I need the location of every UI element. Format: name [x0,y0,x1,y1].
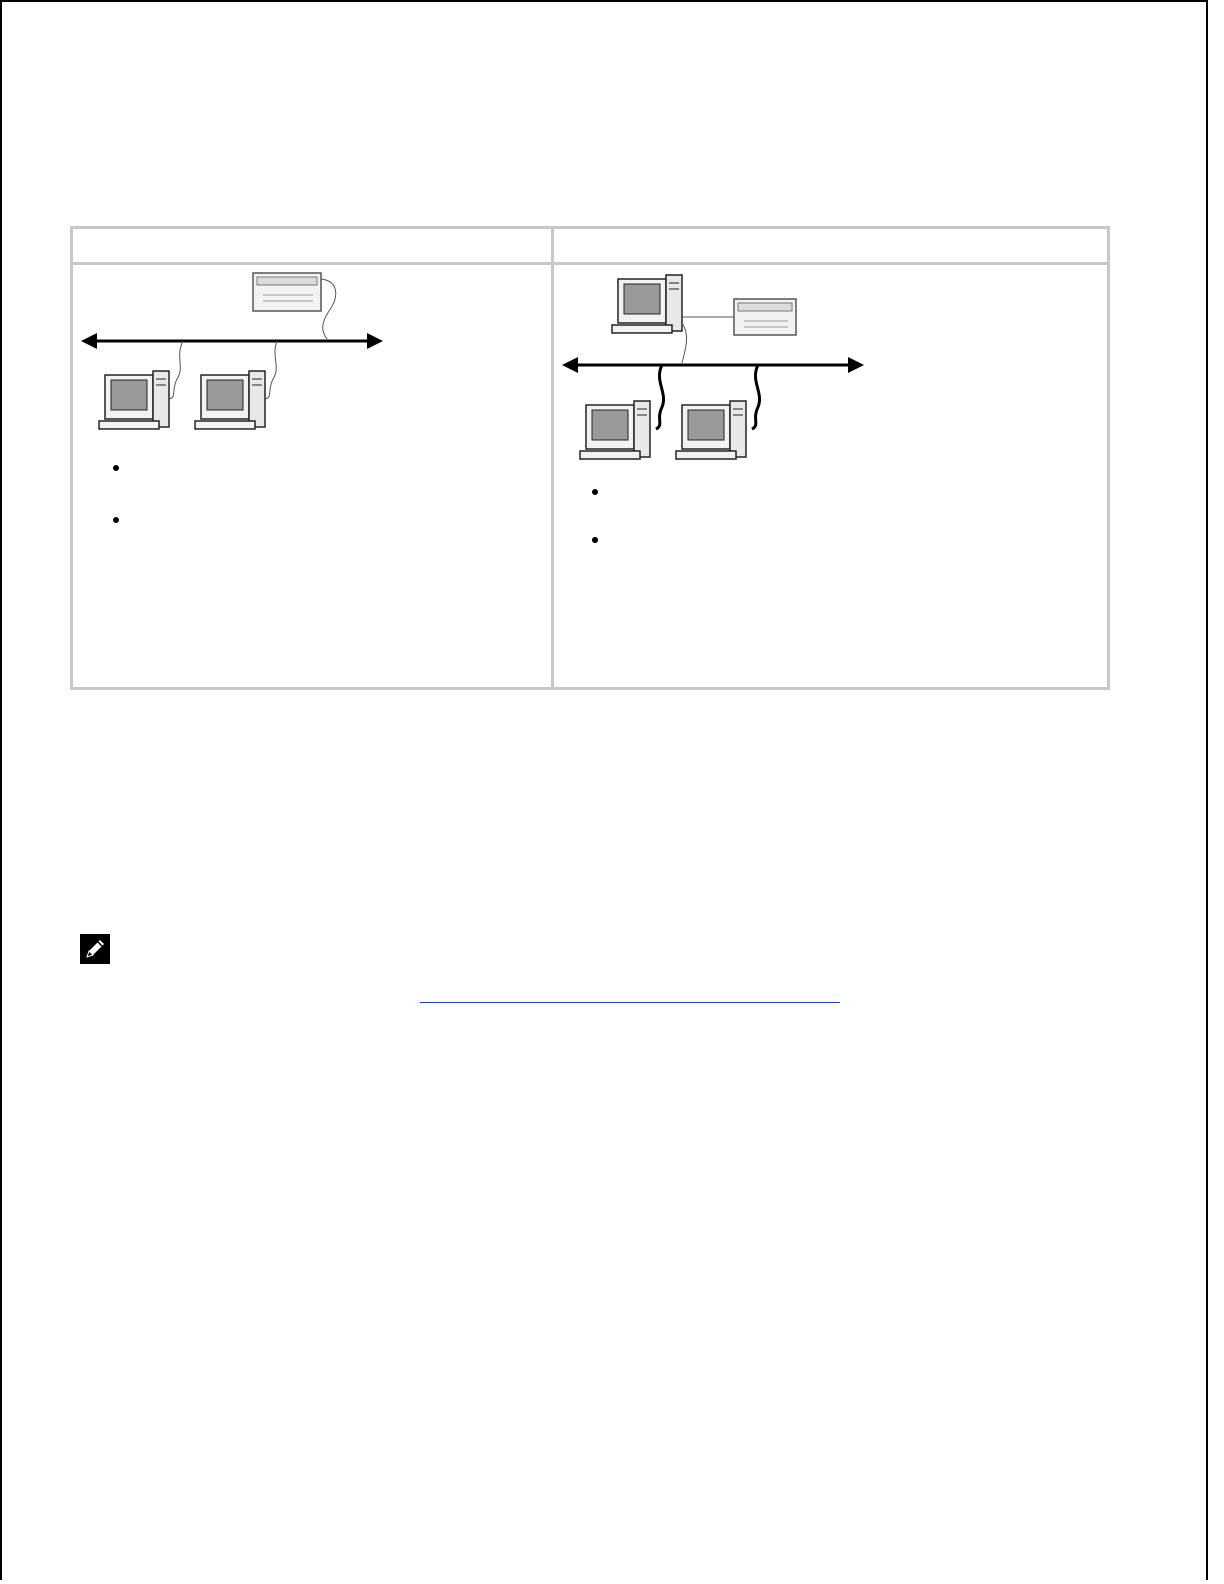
header-cell-left [73,229,551,262]
header-cell-right [554,229,1107,262]
computer-icon [99,371,169,429]
bullet-icon [113,517,119,523]
printer-icon [253,273,321,311]
network-comparison-table [70,226,1110,690]
computer-icon [195,371,265,429]
bullet-icon [592,537,598,543]
bullet-icon [113,465,119,471]
table-header-row [73,229,1107,265]
network-line [81,333,383,349]
right-bullet-list [592,481,1092,529]
table-cell-left [73,265,551,687]
network-printer-diagram [77,267,397,437]
printer-icon [734,299,796,335]
computer-icon [612,275,682,333]
note-link[interactable] [420,980,840,1003]
left-bullet-list [113,457,533,509]
host-shared-printer-diagram [558,269,878,465]
computer-icon [676,401,746,459]
computer-icon [580,401,650,459]
note-pencil-icon [80,934,110,964]
network-line [562,357,864,373]
bullet-icon [592,489,598,495]
table-cell-right [554,265,1107,687]
